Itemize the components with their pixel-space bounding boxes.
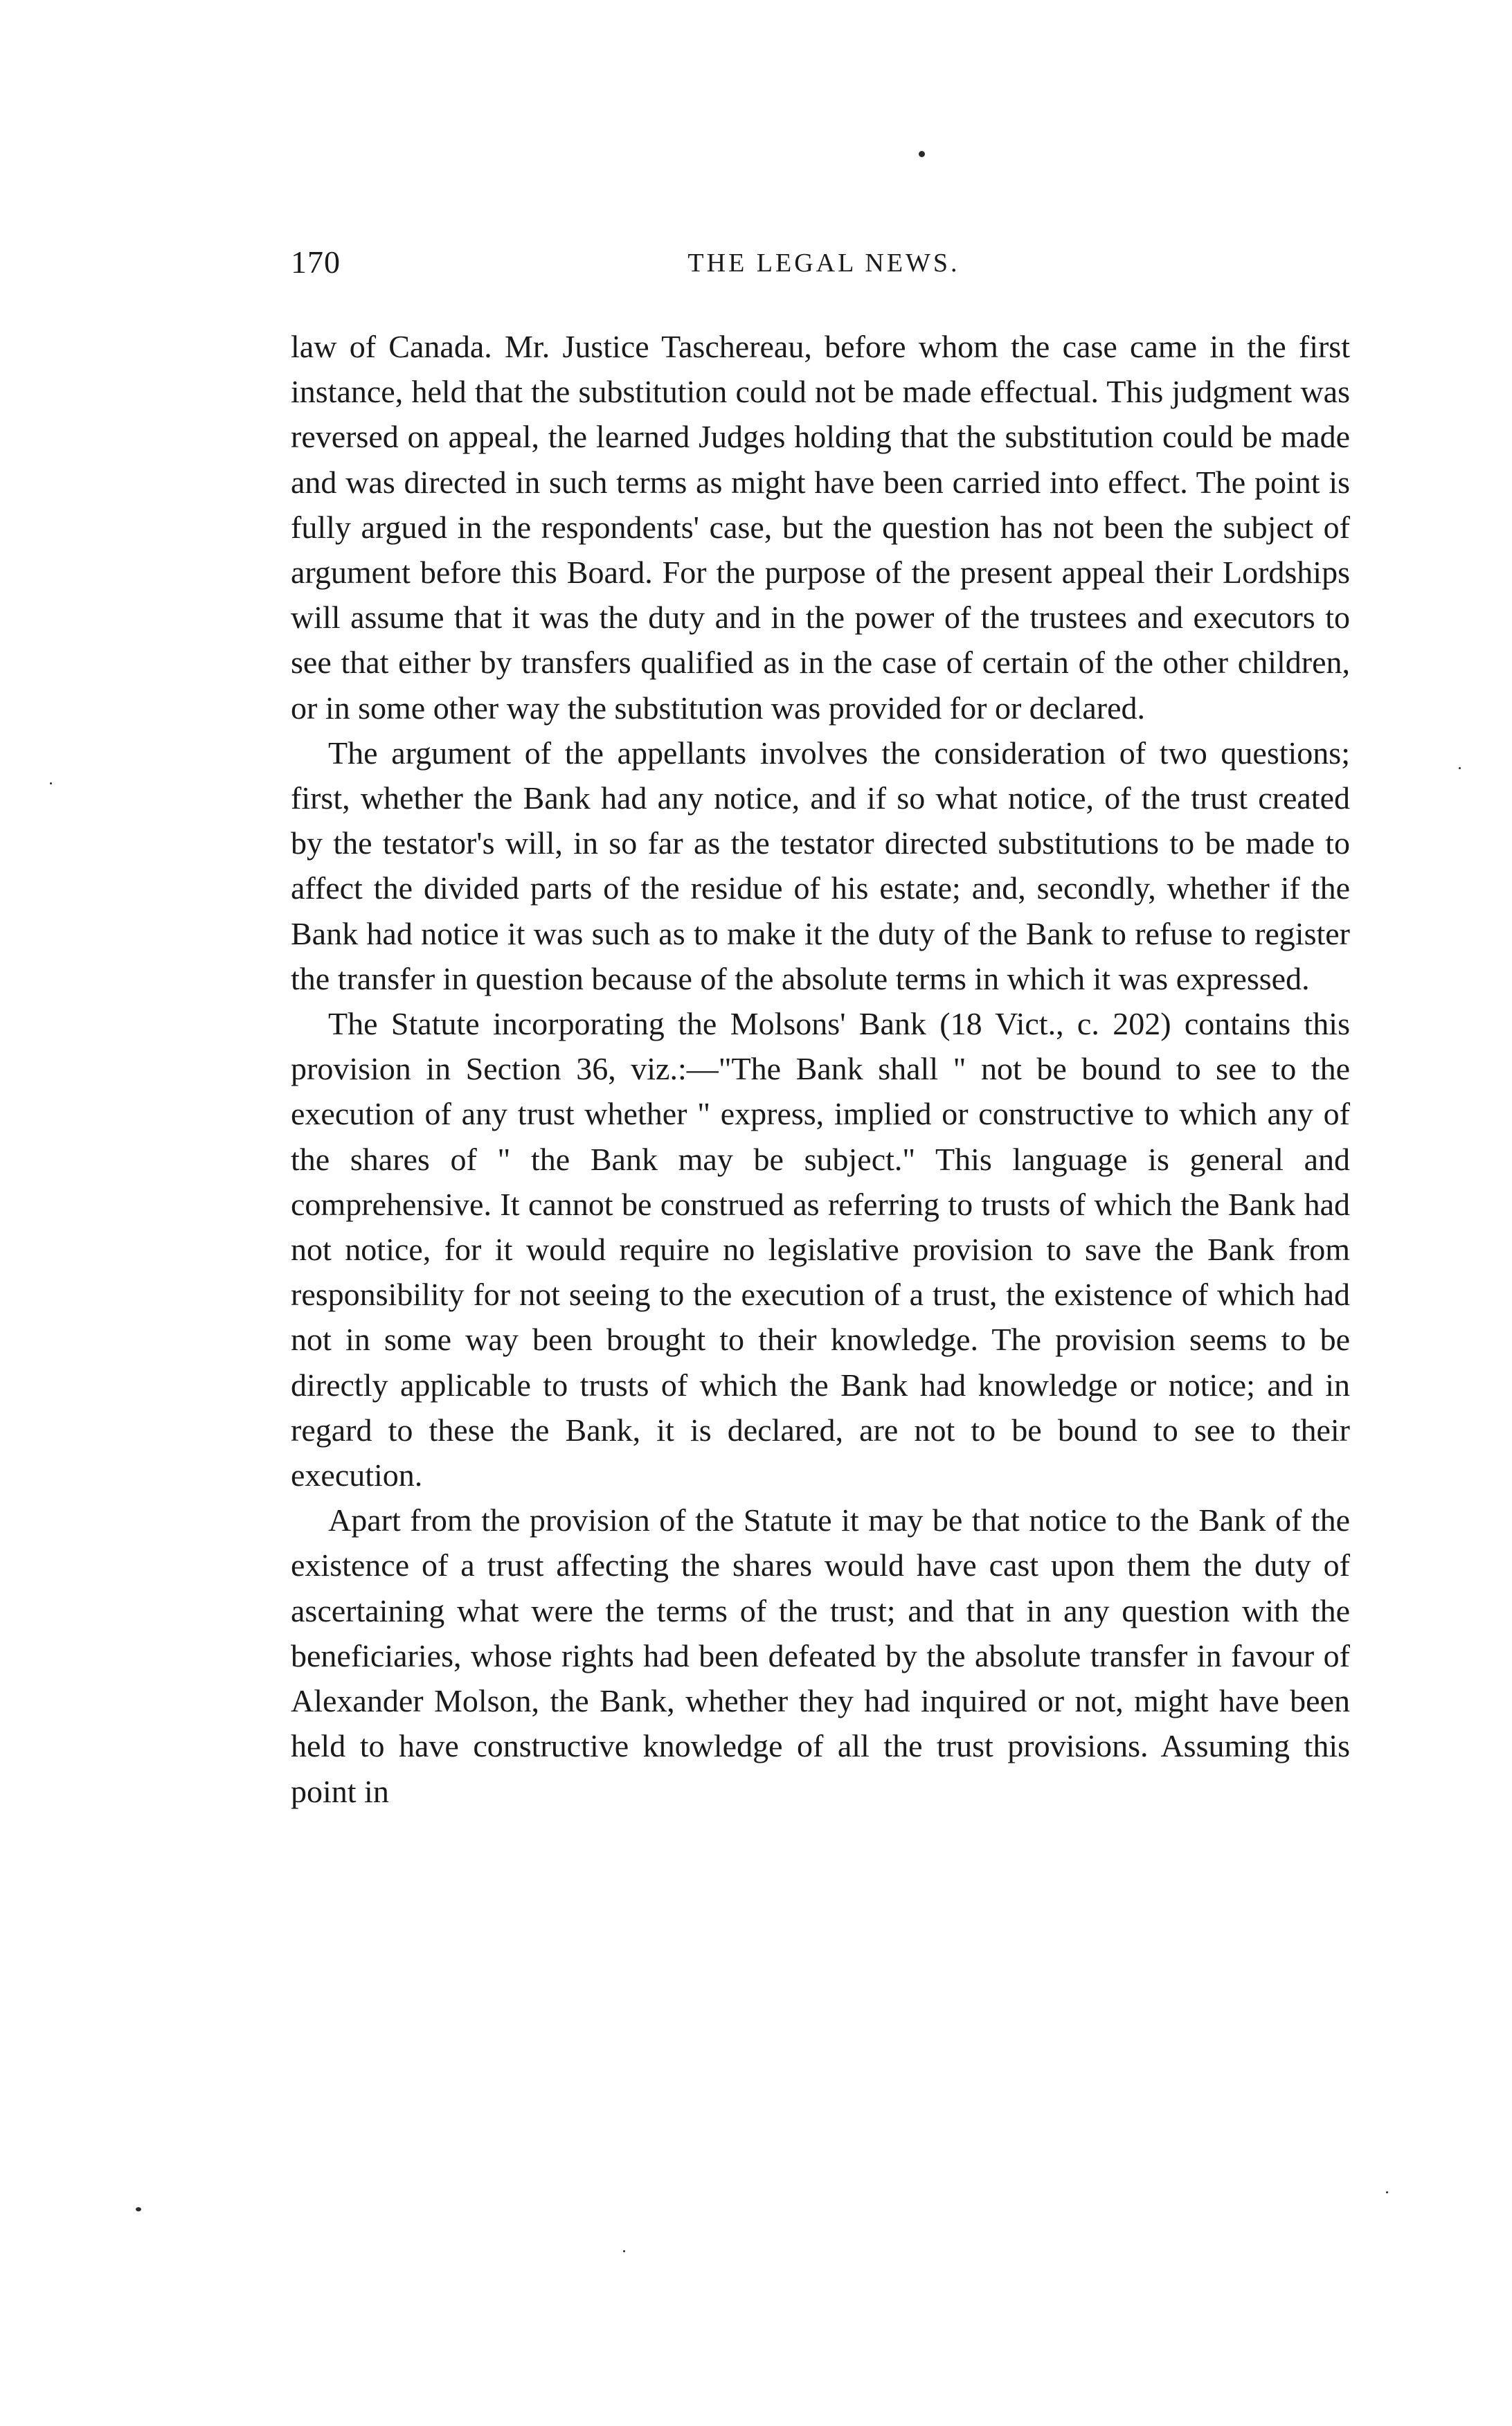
speck-right-margin [1459,767,1461,769]
article-body [291,324,1350,1814]
speck-bottom-left [136,2207,141,2211]
running-title: THE LEGAL NEWS. [687,249,960,278]
page-header [291,244,1357,285]
paragraph: Apart from the provision of the Statute it may be that notice to the Bank of the existence of a trust affecting the shares would have cast upon them the duty of ascertaining what were the terms of the trust; and that in any question with the beneficiaries, whose rights had been defeated by the absolute transfer in favour of Alexander Molson, the Bank, whether they had inquired or not, might have been held to have constructive knowledge of all the trust provisions. Assuming this point in [291,1502,1350,1809]
paragraph: The argument of the appellants involves the consideration of two questions; first, whether the Bank had any notice, and if so what notice, of the trust created by the testator's will, in so far as the testator directed substitutions to be made to affect the divided parts of the residue of his estate; and, secondly, whether if the Bank had notice it was such as to make it the duty of the Bank to refuse to register the transfer in question because of the absolute terms in which it was expressed. [291,735,1350,996]
speck-bottom-center [623,2250,625,2252]
speck-left-margin [50,782,52,784]
paragraph: The Statute incorporating the Molsons' Bank (18 Vict., c. 202) contains this provision in Section 36, viz.:—"The Bank shall " not be bound to see to the execution of any trust whether " express, implied or constructive to which any of the shares of " the Bank may be subject." This language is general and comprehensive. It cannot be construed as referring to trusts of which the Bank had not notice, for it would require no legislative provision to save the Bank from responsibility for not seeing to the execution of a trust, the existence of which had not in some way been brought to their knowledge. The provision seems to be directly applicable to trusts of which the Bank had knowledge or notice; and in regard to these the Bank, it is declared, are not to be bound to see to their execution. [291,1006,1350,1493]
speck-bottom-right [1386,2191,1388,2193]
paragraph: law of Canada. Mr. Justice Taschereau, before whom the case came in the first instance, held that the substitution could not be made effectual. This judgment was reversed on appeal, the learned Judges holding that the substitution could be made and was directed in such terms as might have been carried into effect. The point is fully argued in the respondents' case, but the question has not been the subject of argument before this Board. For the purpose of the present appeal their Lordships will assume that it was the duty and in the power of the trustees and executors to see that either by transfers qualified as in the case of certain of the other children, or in some other way the substitution was provided for or declared. [291,329,1350,726]
page-number: 170 [291,244,341,280]
speck-top [919,151,925,157]
